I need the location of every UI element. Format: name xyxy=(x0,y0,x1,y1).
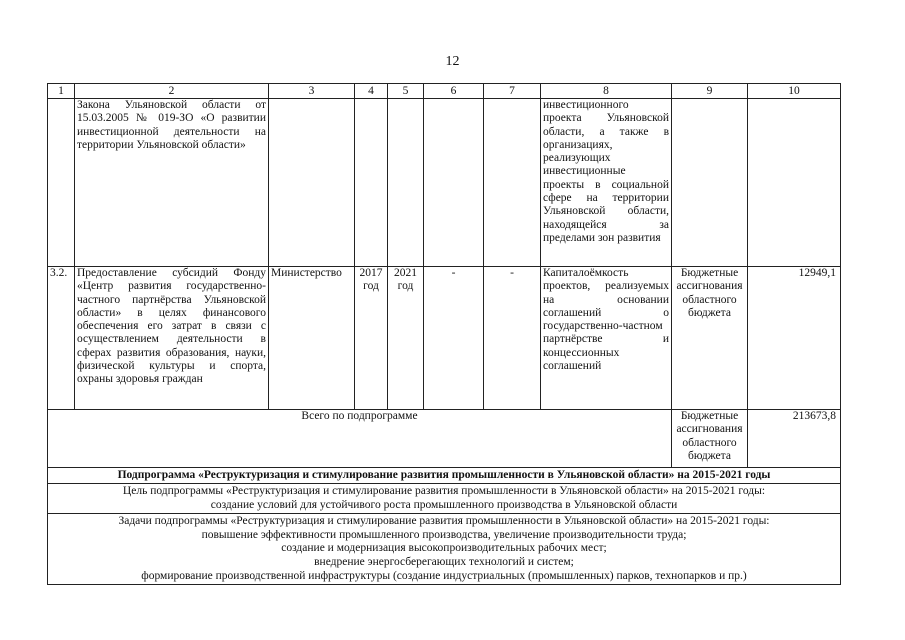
cell-start xyxy=(355,99,388,267)
cell-description: Предоставление субсидий Фонду «Центр развития государственно-частного партнёрства Ульяновской области» в целях финансового обеспечения его затрат в связи с осуществлением деятельности в сферах развития образования, науки, физической культуры и спорта, охраны здоровья граждан xyxy=(75,267,269,410)
task-line: внедрение энергосберегающих технологий и систем; xyxy=(314,555,574,568)
goal-line: Цель подпрограммы «Реструктуризация и стимулирование развития промышленности в Ульяновской области» на 2015-2021 годы: xyxy=(122,485,766,497)
cell-end: 2021 год xyxy=(388,267,424,410)
total-row xyxy=(48,410,841,468)
task-line: повышение эффективности промышленного производства, увеличение производительности труда; xyxy=(201,528,687,541)
cell-num xyxy=(48,99,75,267)
header-cell: 10 xyxy=(748,84,841,99)
cell-source: Бюджетные ассигнования областного бюджета xyxy=(672,267,748,410)
subprogram-title-row xyxy=(48,468,841,484)
table-row xyxy=(48,99,841,267)
subprogram-title: Подпрограмма «Реструктуризация и стимулирование развития промышленности в Ульяновской области» на 2015-2021 годы xyxy=(48,468,841,484)
cell-executor xyxy=(269,99,355,267)
goal-line: создание условий для устойчивого роста промышленного производства в Ульяновской области xyxy=(210,498,678,511)
task-line: Задачи подпрограммы «Реструктуризация и стимулирование развития промышленности в Ульяновской области» на 2015-2021 годы: xyxy=(118,515,770,528)
header-cell: 1 xyxy=(48,84,75,99)
header-cell: 6 xyxy=(424,84,484,99)
task-line: создание и модернизация высокопроизводительных рабочих мест; xyxy=(281,542,607,555)
task-line: формирование производственной инфраструктуры (создание индустриальных (промышленных) парков, технопарков и пр.) xyxy=(141,569,747,582)
header-cell: 8 xyxy=(541,84,672,99)
cell-source xyxy=(672,99,748,267)
goal-cell xyxy=(48,484,841,514)
tasks-cell xyxy=(48,514,841,585)
cell-col7: - xyxy=(484,267,541,410)
program-table xyxy=(47,83,841,585)
header-cell: 5 xyxy=(388,84,424,99)
header-row xyxy=(48,84,841,99)
cell-col6 xyxy=(424,99,484,267)
cell-executor: Министерство xyxy=(269,267,355,410)
header-cell: 3 xyxy=(269,84,355,99)
cell-col6: - xyxy=(424,267,484,410)
total-label: Всего по подпрограмме xyxy=(48,410,672,468)
cell-end xyxy=(388,99,424,267)
cell-indicator: Капиталоёмкость проектов, реализуемых на основании соглашений о государственно-частном партнёрстве и концессионных соглашений xyxy=(541,267,672,410)
page-number: 12 xyxy=(445,54,460,69)
header-cell: 9 xyxy=(672,84,748,99)
total-amount: 213673,8 xyxy=(748,410,841,468)
cell-amount xyxy=(748,99,841,267)
table-row xyxy=(48,267,841,410)
cell-indicator: инвестиционного проекта Ульяновской области, а также в организациях, реализующих инвестиционные проекты в социальной сфере на территории Ульяновской области, находящейся за пределами зон развития xyxy=(541,99,672,267)
tasks-row xyxy=(48,514,841,585)
header-cell: 4 xyxy=(355,84,388,99)
goal-row xyxy=(48,484,841,514)
cell-col7 xyxy=(484,99,541,267)
cell-num: 3.2. xyxy=(48,267,75,410)
cell-amount: 12949,1 xyxy=(748,267,841,410)
header-cell: 2 xyxy=(75,84,269,99)
cell-start: 2017 год xyxy=(355,267,388,410)
total-source: Бюджетные ассигнования областного бюджета xyxy=(672,410,748,468)
header-cell: 7 xyxy=(484,84,541,99)
cell-description: Закона Ульяновской области от 15.03.2005 № 019-ЗО «О развитии инвестиционной деятельности на территории Ульяновской области» xyxy=(75,99,269,267)
